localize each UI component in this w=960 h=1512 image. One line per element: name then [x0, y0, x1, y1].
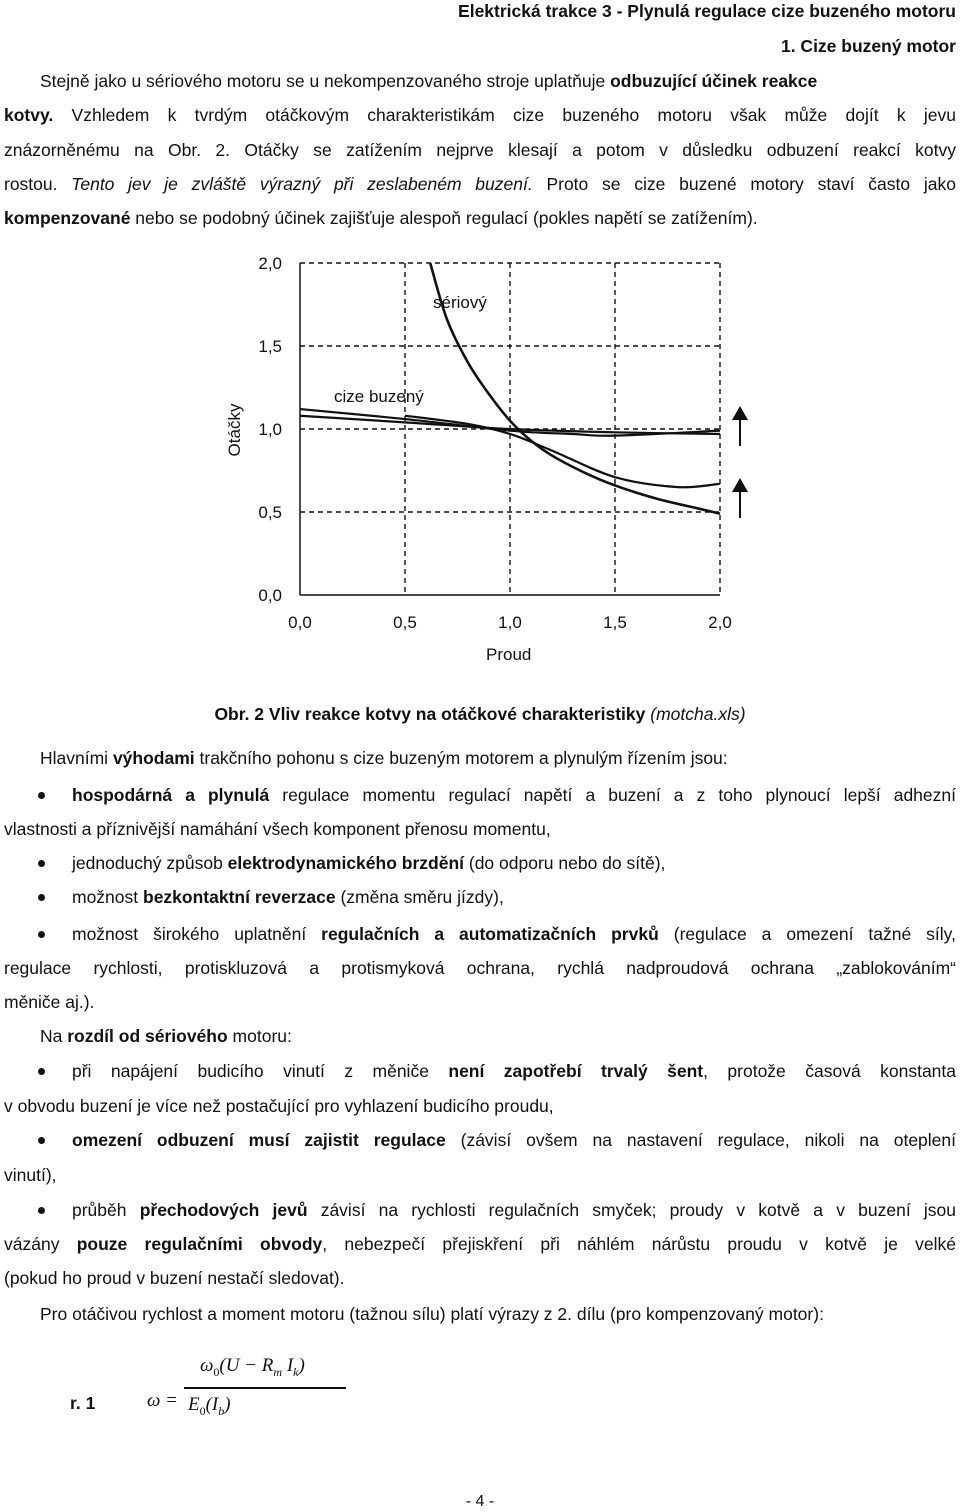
bullet-icon [38, 1207, 45, 1214]
section-heading: 1. Cize buzený motor [780, 36, 956, 56]
advantage-2: jednoduchý způsob elektrodynamického brzdění (do odporu nebo do sítě), [72, 853, 666, 873]
advantage-3: možnost bezkontaktní reverzace (změna směru jízdy), [72, 887, 504, 907]
advantage-4-cont: regulace rychlosti, protiskluzová a protismyková ochrana, rychlá nadproudová ochrana „zablokováním“ [4, 958, 956, 978]
page-number: - 4 - [465, 1493, 495, 1510]
difference-3-end: (pokud ho proud v buzení nestačí sledovat). [4, 1268, 345, 1288]
difference-3-cont: vázány pouze regulačními obvody, nebezpečí přejiskření při náhlém nárůstu proudu v kotvě je velké [4, 1234, 956, 1254]
difference-1-cont: v obvodu buzení je více než postačující pro vyhlazení budicího proudu, [4, 1096, 554, 1116]
advantage-1: hospodárná a plynulá regulace momentu regulací napětí a buzení a z toho plynoucí lepší adhezní [72, 785, 956, 805]
y-tick-label: 2,0 [258, 254, 282, 273]
y-axis-ticks [258, 254, 282, 605]
x-tick-label: 0,5 [393, 613, 417, 632]
intro-line-1: Stejně jako u sériového motoru se u nekompenzovaného stroje uplatňuje odbuzující účinek reakce [40, 71, 818, 91]
x-tick-label: 1,0 [498, 613, 522, 632]
annotation-seriovy: sériový [433, 293, 487, 312]
bullet-icon [38, 894, 45, 901]
speed-characteristics-chart [0, 240, 960, 680]
x-tick-label: 1,5 [603, 613, 627, 632]
bullet-icon [38, 1068, 45, 1075]
figure-caption: Obr. 2 Vliv reakce kotvy na otáčkové charakteristiky (motcha.xls) [214, 704, 746, 724]
intro-line-3: znázorněnému na Obr. 2. Otáčky se zatížením nejprve klesají a potom v důsledku odbuzení reakcí kotvy [4, 140, 956, 160]
y-axis-label: Otáčky [225, 403, 244, 457]
x-tick-label: 0,0 [288, 613, 312, 632]
bullet-icon [38, 860, 45, 867]
x-axis-ticks [288, 613, 732, 632]
advantages-intro: Hlavními výhodami trakčního pohonu s cize buzeným motorem a plynulým řízením jsou: [40, 748, 728, 768]
intro-line-2: kotvy. Vzhledem k tvrdým otáčkovým charakteristikám cize buzeného motoru však může dojít k jevu [4, 105, 956, 125]
advantage-1-cont: vlastnosti a příznivější namáhání všech komponent přenosu momentu, [4, 819, 551, 839]
advantage-4: možnost širokého uplatnění regulačních a automatizačních prvků (regulace a omezení tažné síly, [72, 924, 957, 944]
up-arrow-icon [732, 406, 748, 446]
annotation-cize-buzeny: cize buzený [334, 387, 424, 406]
bullet-icon [38, 792, 45, 799]
difference-2: omezení odbuzení musí zajistit regulace (závisí ovšem na nastavení regulace, nikoli na oteplení [72, 1130, 957, 1150]
bullet-icon [38, 1137, 45, 1144]
x-axis-label: Proud [486, 645, 532, 664]
formula-denominator: $E_0(I_b)$ [188, 1394, 231, 1418]
y-tick-label: 0,5 [258, 503, 282, 522]
fraction-bar [184, 1387, 346, 1389]
advantage-4-end: měniče aj.). [4, 992, 95, 1012]
document-title: Elektrická trakce 3 - Plynulá regulace cize buzeného motoru [458, 1, 956, 21]
formula-lhs: ω = [147, 1390, 178, 1411]
y-tick-label: 1,5 [258, 337, 282, 356]
up-arrow-icon [732, 478, 748, 518]
intro-line-5: kompenzované nebo se podobný účinek zajišťuje alespoň regulací (pokles napětí se zatížením). [4, 208, 758, 228]
difference-2-cont: vinutí), [4, 1165, 57, 1185]
formula-label: r. 1 [70, 1393, 96, 1413]
differences-intro: Na rozdíl od sériového motoru: [40, 1026, 292, 1046]
bullet-icon [38, 931, 45, 938]
formula-intro: Pro otáčivou rychlost a moment motoru (tažnou sílu) platí výrazy z 2. dílu (pro kompenzovaný motor): [40, 1304, 824, 1324]
difference-3: průběh přechodových jevů závisí na rychlosti regulačních smyček; proudy v kotvě a v buzení jsou [72, 1200, 956, 1220]
y-tick-label: 0,0 [258, 586, 282, 605]
intro-line-4: rostou. Tento jev je zvláště výrazný při zeslabeném buzení. Proto se cize buzené motory staví často jako [4, 174, 956, 194]
difference-1: při napájení budicího vinutí z měniče není zapotřebí trvalý šent, protože časová konstanta [72, 1061, 957, 1081]
x-tick-label: 2,0 [708, 613, 732, 632]
y-tick-label: 1,0 [258, 420, 282, 439]
formula-numerator: $\omega_0(U - R_m$ $I_k$) [200, 1355, 305, 1379]
